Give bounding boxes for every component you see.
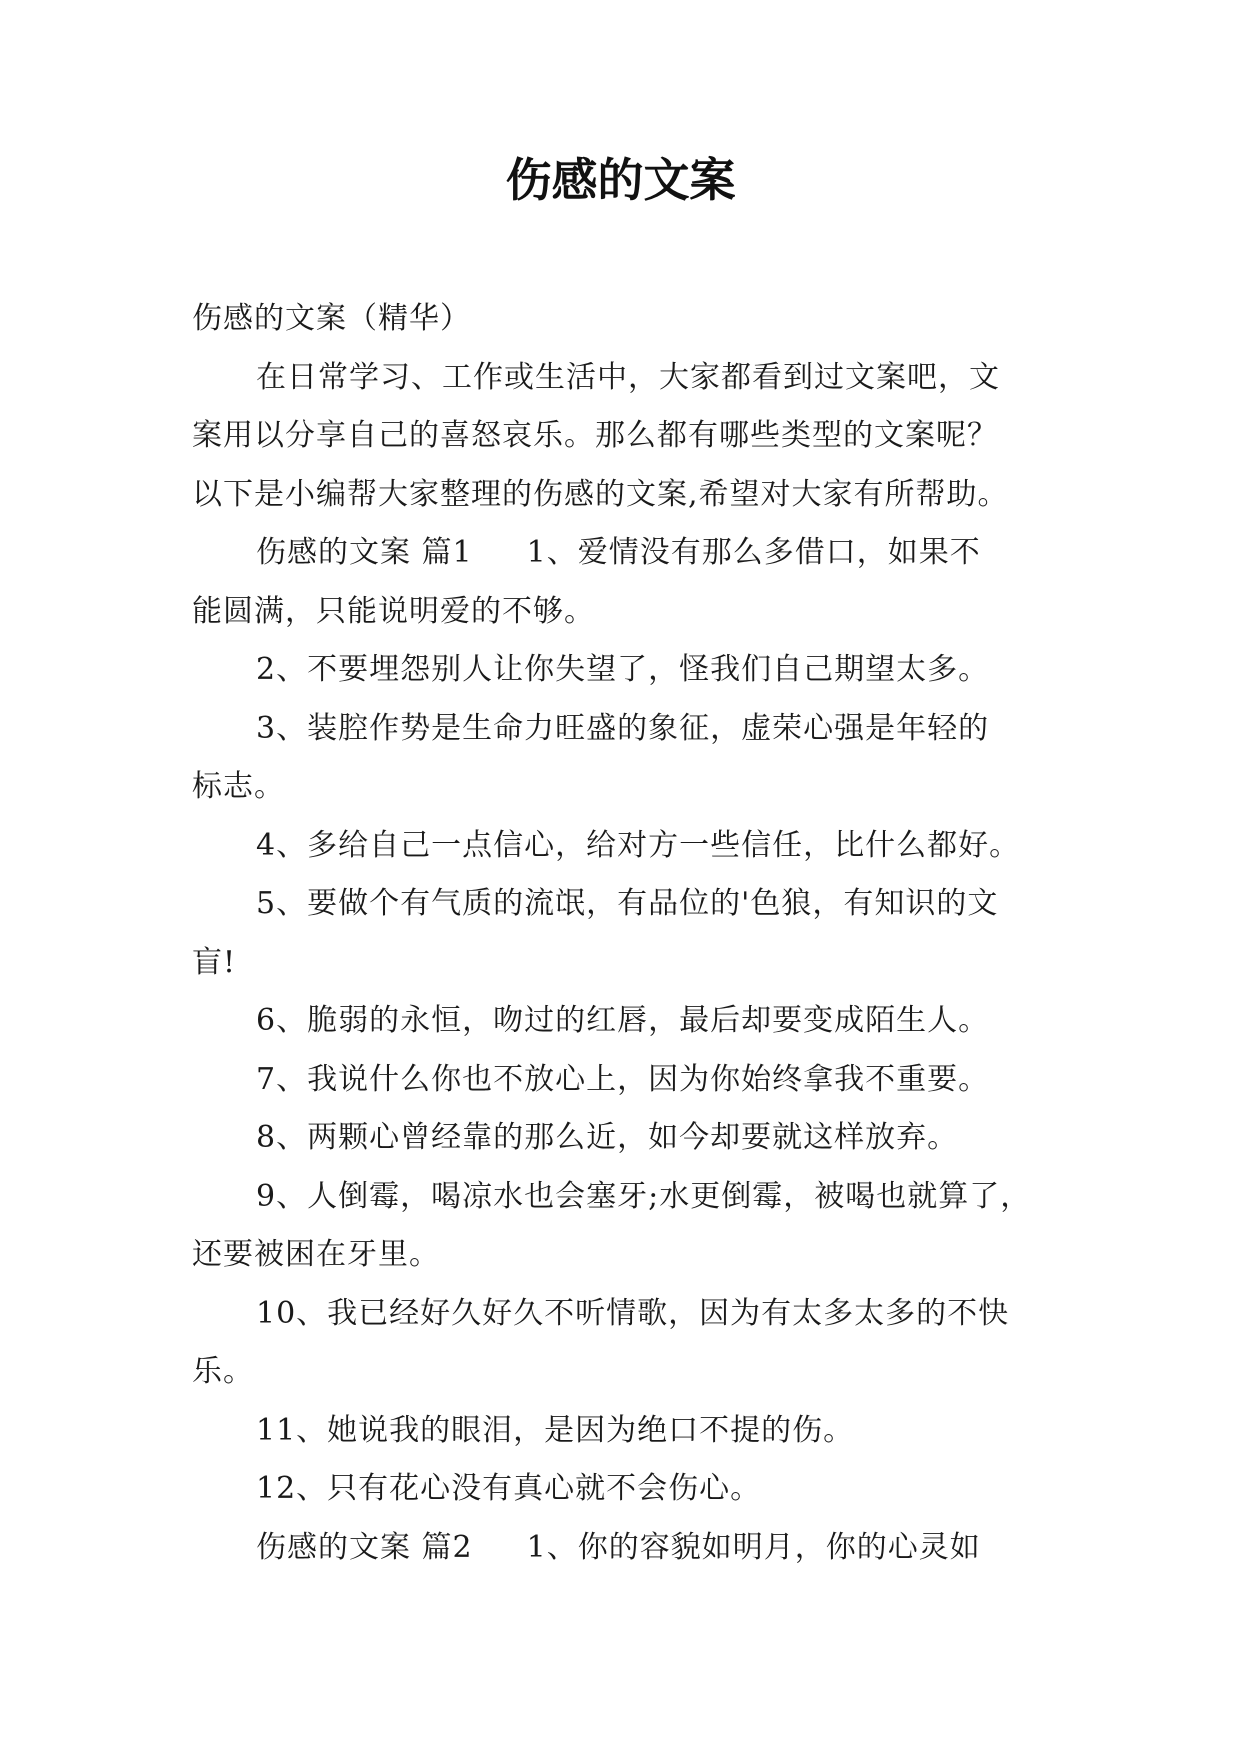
item-10-line-2: 乐。 [192, 1354, 254, 1389]
section-2-first-line [192, 1519, 1062, 1578]
section-1-first-line [192, 524, 1062, 583]
item-2: 2、不要埋怨别人让你失望了，怪我们自己期望太多。 [256, 652, 990, 687]
section-2-heading: 伤感的文案 篇2 [256, 1529, 473, 1565]
item-3-line-1: 3、装腔作势是生命力旺盛的象征，虚荣心强是年轻的 [256, 710, 990, 746]
item-5-line-1: 5、要做个有气质的流氓，有品位的'色狼，有知识的文 [256, 886, 999, 921]
item-5-line-2: 盲! [192, 944, 237, 980]
item-9-line-2: 还要被困在牙里。 [192, 1237, 440, 1272]
item-1-start: 1、爱情没有那么多借口，如果不 [526, 535, 981, 570]
item-11: 11、她说我的眼泪，是因为绝口不提的伤。 [256, 1412, 855, 1448]
item-1-continuation: 能圆满，只能说明爱的不够。 [192, 593, 595, 629]
document-subtitle: 伤感的文案（精华） [192, 301, 471, 336]
intro-line-1: 在日常学习、工作或生活中，大家都看到过文案吧，文 [256, 359, 1000, 395]
section-1-heading: 伤感的文案 篇1 [256, 535, 473, 570]
intro-line-3: 以下是小编帮大家整理的伤感的文案,希望对大家有所帮助。 [192, 476, 1009, 512]
item-4: 4、多给自己一点信心，给对方一些信任，比什么都好。 [256, 827, 1021, 863]
item-12: 12、只有花心没有真心就不会伤心。 [256, 1471, 762, 1506]
item-6: 6、脆弱的永恒，吻过的红唇，最后却要变成陌生人。 [256, 1003, 990, 1038]
item-10-line-1: 10、我已经好久好久不听情歌，因为有太多太多的不快 [256, 1295, 1010, 1331]
section-2-item-1-start: 1、你的容貌如明月，你的心灵如 [526, 1529, 981, 1565]
document-title: 伤感的文案 [505, 153, 736, 207]
item-3-line-2: 标志。 [192, 769, 285, 804]
intro-line-2: 案用以分享自己的喜怒哀乐。那么都有哪些类型的文案呢？ [192, 418, 998, 453]
item-8: 8、两颗心曾经靠的那么近，如今却要就这样放弃。 [256, 1120, 959, 1155]
document-body [192, 290, 1062, 1577]
item-7: 7、我说什么你也不放心上，因为你始终拿我不重要。 [256, 1061, 990, 1097]
item-9-line-1: 9、人倒霉，喝凉水也会塞牙;水更倒霉，被喝也就算了， [256, 1178, 1032, 1214]
